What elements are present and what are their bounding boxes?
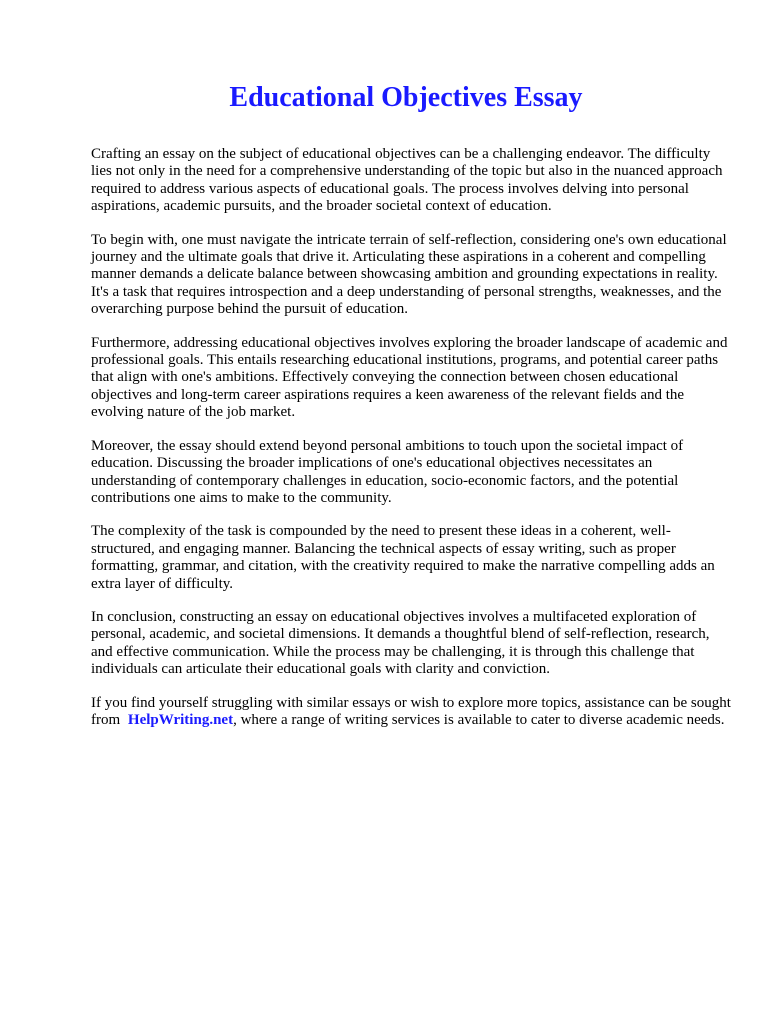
paragraph-6: In conclusion, constructing an essay on educational objectives involves a multifaceted exploration of personal, academic, and societal dimensions. It demands a thoughtful blend of self-reflection, research, and effective communication. While the process may be challenging, it is through this challenge that individuals can articulate their educational goals with clarity and conviction. <box>91 608 710 678</box>
closing-text-before-link: If you find yourself struggling with similar essays or wish to explore more topics, assistance can be sought from <box>91 694 731 728</box>
closing-text-after-link: , where a range of writing services is available to cater to diverse academic needs. <box>233 711 725 728</box>
closing-paragraph <box>91 695 731 730</box>
page-title: Educational Objectives Essay <box>229 82 583 113</box>
helpwriting-link[interactable]: HelpWriting.net <box>127 711 234 728</box>
paragraph-1: Crafting an essay on the subject of educational objectives can be a challenging endeavor. The difficulty lies not only in the need for a comprehensive understanding of the topic but also in the nuanced approach required to address various aspects of educational goals. The process involves delving into personal aspirations, academic pursuits, and the broader societal context of education. <box>91 146 723 215</box>
paragraph-2: To begin with, one must navigate the intricate terrain of self-reflection, considering one's own educational journey and the ultimate goals that drive it. Articulating these aspirations in a coherent and compelling manner demands a delicate balance between showcasing ambition and grounding expectations in reality. It's a task that requires introspection and a deep understanding of personal strengths, weaknesses, and the overarching purpose behind the pursuit of education. <box>91 231 727 318</box>
paragraph-5: The complexity of the task is compounded by the need to present these ideas in a coherent, well-structured, and engaging manner. Balancing the technical aspects of essay writing, such as proper formatting, grammar, and citation, with the creativity required to make the narrative compelling adds an extra layer of difficulty. <box>91 523 715 592</box>
paragraph-3: Furthermore, addressing educational objectives involves exploring the broader landscape of academic and professional goals. This entails researching educational institutions, programs, and potential career paths that align with one's ambitions. Effectively conveying the connection between chosen educational objectives and long-term career aspirations requires a keen awareness of the relevant fields and the evolving nature of the job market. <box>91 334 728 421</box>
paragraph-4: Moreover, the essay should extend beyond personal ambitions to touch upon the societal impact of education. Discussing the broader implications of one's educational objectives necessitates an understanding of contemporary challenges in education, socio-economic factors, and the potential contributions one aims to make to the community. <box>91 437 684 506</box>
essay-body <box>91 146 731 745</box>
